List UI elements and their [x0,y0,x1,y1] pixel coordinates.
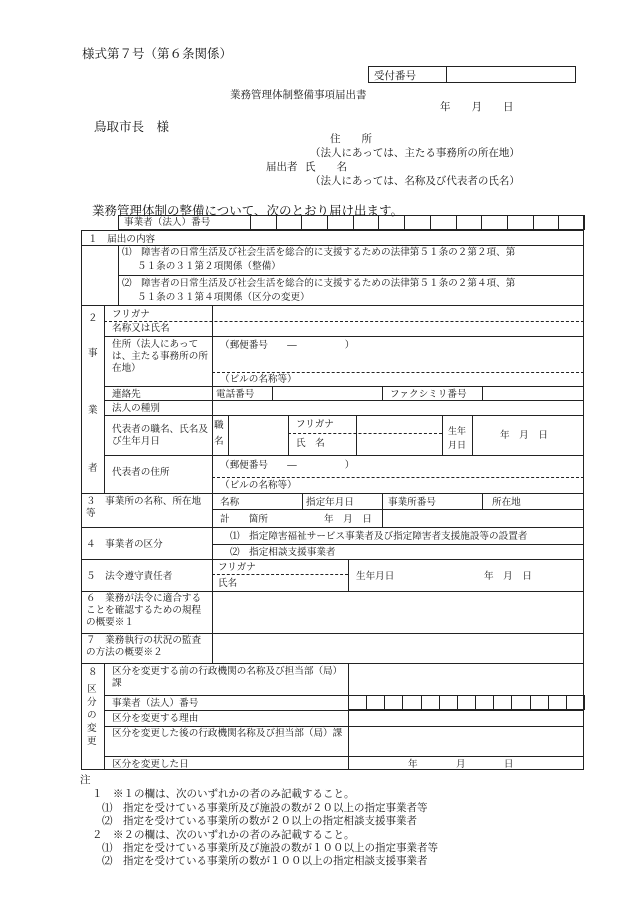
section8-side-label: 区分の変更 [87,684,97,747]
form-number: 様式第７号（第６条関係） [82,46,233,61]
business-number-digit[interactable] [456,215,483,230]
change-date-field[interactable]: 年 月 日 [408,759,514,770]
note-2a: ⑴ 指定を受けている事業所及び施設の数が１００以上の指定事業者等 [102,842,438,854]
corp-type-label: 法人の種別 [112,403,160,414]
officer-furigana-label: フリガナ [218,562,256,573]
statement: 業務管理体制の整備について、次のとおり届け出ます。 [92,203,404,218]
rep-birth-date-field[interactable]: 年 月 日 [500,430,548,441]
section7-title: ７ 業務執行の状況の監査の方法の概要※２ [86,635,202,658]
name-label: 氏 名 [305,161,347,173]
change-reason-label: 区分を変更する理由 [112,713,199,724]
note-1: １ ※１の欄は、次のいずれかの者のみ記載すること。 [92,788,355,800]
name-note: （法人にあっては、名称及び代表者の氏名） [310,175,520,187]
officer-birth-label: 生年月日 [356,571,395,582]
section8-business-number-digit[interactable] [402,695,421,710]
rep-postal-code-field[interactable]: （郵便番号 ― ） [220,460,355,471]
section6-field[interactable] [214,593,582,631]
section2-side-2: 業 [88,405,98,416]
rep-name-label: 氏 名 [296,438,325,449]
birth-label-2: 月日 [448,441,467,451]
business-number-digit[interactable] [404,215,431,230]
business-type-option-2[interactable]: ⑵ 指定相談支援事業者 [230,547,336,558]
contact-label: 連絡先 [112,389,141,400]
business-number-digit[interactable] [276,215,303,230]
document-title: 業務管理体制整備事項届出書 [230,89,367,101]
new-authority-field[interactable] [350,728,582,754]
business-number-digit[interactable] [378,215,405,230]
postal-code-field[interactable]: （郵便番号 ― ） [220,340,355,351]
section3-title: ３ 事業所の名称、所在地等 [86,496,202,519]
section1-item2[interactable]: ⑵ 障害者の日常生活及び社会生活を総合的に支援するための法律第５１条の２第４項、第 [122,278,516,289]
section8-num: ８ [88,667,98,678]
officer-name-label: 氏名 [218,578,238,589]
section8-business-number-label: 事業者（法人）番号 [112,698,199,709]
rep-info-label: 代表者の職名、氏名及び生年月日 [112,424,208,447]
change-reason-field[interactable] [350,712,582,724]
section2-num: ２ [88,313,98,324]
section1-item2-cont: ５１条の３１第４項関係（区分の変更） [137,292,310,303]
prev-authority-field[interactable] [350,665,582,693]
rep-furigana-label: フリガナ [296,419,334,430]
section5-title: ５ 法令遵守責任者 [86,571,173,582]
business-type-option-1[interactable]: ⑴ 指定障害福祉サービス事業者及び指定障害者支援施設等の設置者 [230,531,528,542]
section8-business-number-digit[interactable] [439,695,458,710]
notes-label: 注 [80,774,91,786]
section8-business-number-digit[interactable] [530,695,549,710]
business-number-digit[interactable] [430,215,457,230]
business-number-digit[interactable] [558,215,585,230]
rep-title-label-2: 名 [214,436,224,447]
business-number-digit[interactable] [250,215,277,230]
receipt-label: 受付番号 [374,70,416,82]
receipt-number-field[interactable] [448,67,574,82]
section8-business-number-digit[interactable] [384,695,403,710]
section7-field[interactable] [214,635,582,661]
section8-business-number-digit[interactable] [566,695,585,710]
office-details-field[interactable] [384,511,582,525]
section2-side-3: 者 [88,463,98,474]
rep-title-label-1: 職 [214,420,224,431]
addressee: 鳥取市長 様 [94,119,170,134]
office-number-label: 事業所番号 [388,497,436,508]
phone-field[interactable] [274,387,380,399]
address-label: 住 所 [330,133,372,145]
rep-address-label: 代表者の住所 [112,467,170,478]
designated-date-field[interactable]: 年 月 日 [324,514,372,525]
section8-business-number-digit[interactable] [475,695,494,710]
office-total-field[interactable]: 計 箇所 [220,514,268,525]
section1-item1-cont: ５１条の３１第２項関係（整備） [137,261,281,272]
submission-date[interactable]: 年 月 日 [440,101,514,113]
officer-name-field[interactable] [262,561,346,589]
note-1b: ⑵ 指定を受けている事業所の数が２０以上の指定相談支援事業者 [102,815,417,827]
business-number-digit[interactable] [481,215,508,230]
section8-business-number-digit[interactable] [421,695,440,710]
section8-business-number-digit[interactable] [511,695,530,710]
business-number-digit[interactable] [353,215,380,230]
birth-label-1: 生年 [448,427,467,437]
rep-title-field[interactable] [230,417,284,453]
rep-name-field[interactable] [358,417,440,453]
section2-side-1: 事 [88,348,98,359]
business-number-label: 事業者（法人）番号 [124,217,211,228]
office-location-label: 所在地 [492,497,521,508]
section4-title: ４ 事業者の区分 [86,539,163,550]
office-name-label: 名称 [220,497,240,508]
section8-business-number-digit[interactable] [366,695,385,710]
business-number-digit[interactable] [507,215,534,230]
furigana-label: フリガナ [112,309,150,320]
business-number-digit[interactable] [533,215,560,230]
section6-title: ６ 業務が法令に適合することを確認するための規程の概要※１ [86,593,202,628]
section1-item1[interactable]: ⑴ 障害者の日常生活及び社会生活を総合的に支援するための法律第５１条の２第２項、第 [122,247,516,258]
building-name-field[interactable]: （ビルの名称等） [220,374,297,385]
section8-business-number-digit[interactable] [493,695,512,710]
section1-title: １ 届出の内容 [88,234,156,245]
business-name-field[interactable] [214,308,582,338]
address-note: （法人にあっては、主たる事務所の所在地） [310,147,520,159]
rep-building-name-field[interactable]: （ビルの名称等） [220,480,297,491]
note-2b: ⑵ 指定を受けている事業所の数が１００以上の指定相談支援事業者 [102,855,428,867]
prev-authority-label: 区分を変更する前の行政機関の名称及び担当部（局）課 [112,666,343,689]
note-2: ２ ※２の欄は、次のいずれかの者のみ記載すること。 [92,829,355,841]
business-number-digit[interactable] [327,215,354,230]
officer-birth-date-field[interactable]: 年 月 日 [484,571,532,582]
address-field-label: 住所（法人にあっては、主たる事務所の所在地） [112,339,208,374]
change-date-label: 区分を変更した日 [112,759,189,770]
fax-label: ファクシミリ番号 [390,389,467,400]
new-authority-label: 区分を変更した後の行政機関名称及び担当部（局）課 [112,728,343,739]
business-number-digit[interactable] [301,215,328,230]
designated-date-label: 指定年月日 [306,497,354,508]
note-1a: ⑴ 指定を受けている事業所及び施設の数が２０以上の指定事業者等 [102,802,428,814]
notifier-label: 届出者 [266,161,298,173]
phone-label: 電話番号 [216,389,255,400]
name-field-label: 名称又は氏名 [112,323,170,334]
section8-business-number-digit[interactable] [348,695,367,710]
section8-business-number-digit[interactable] [548,695,567,710]
corp-type-field[interactable] [214,401,582,413]
fax-field[interactable] [484,387,582,399]
section8-business-number-digit[interactable] [457,695,476,710]
